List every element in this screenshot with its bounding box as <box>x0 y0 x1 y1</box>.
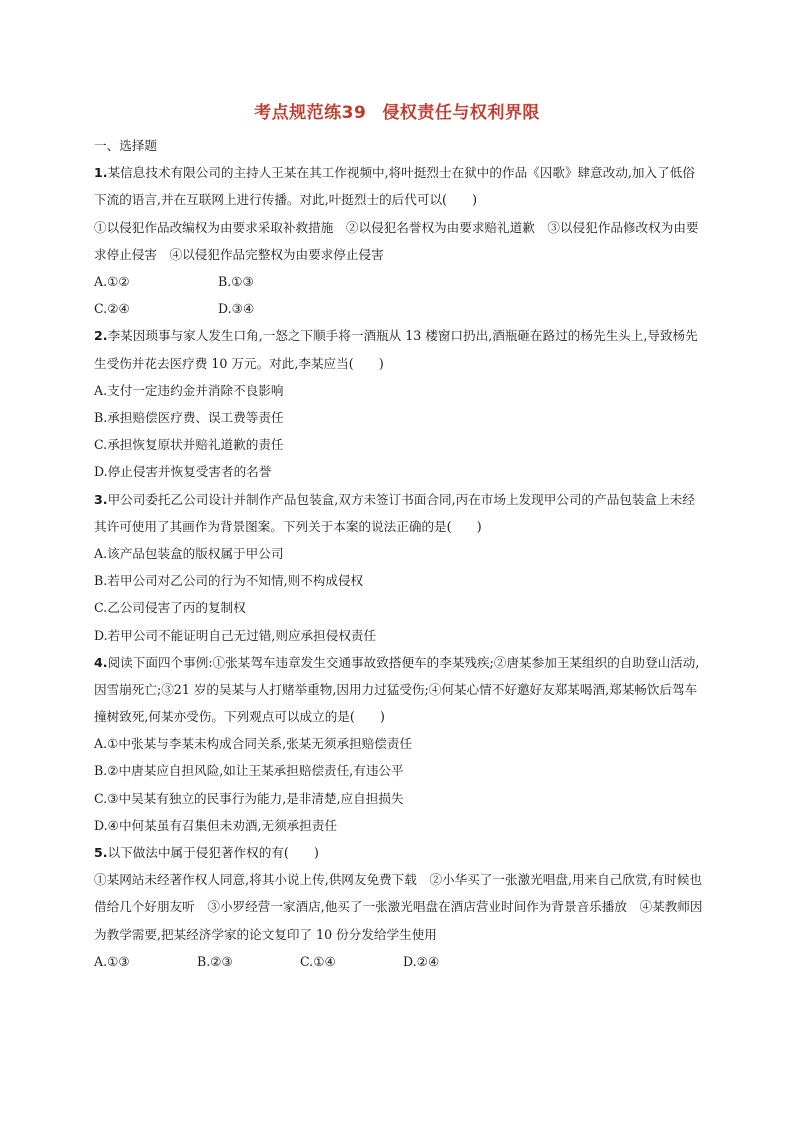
option-a: A.①中张某与李某未构成合同关系,张某无须承担赔偿责任 <box>94 736 413 752</box>
question-5 <box>94 839 704 975</box>
option-a: A.该产品包装盒的版权属于甲公司 <box>94 545 284 561</box>
question-statements: ①某网站未经著作权人同意,将其小说上传,供网友免费下载 ②小华买了一张激光唱盘,用来自己欣赏,有时候也借给几个好朋友听 ③小罗经营一家酒店,他买了一张激光唱盘在酒店营业时间作为背景音乐播放 ④某教师因为教学需要,把某经济学家的论文复印了 10 份分发给学生使用 <box>94 872 703 942</box>
option-b: B.②中唐某应自担风险,如让王某承担赔偿责任,有违公平 <box>94 763 404 779</box>
option-c: C.乙公司侵害了丙的复制权 <box>94 600 246 616</box>
option-b: B.①③ <box>218 274 254 289</box>
option-a: A.支付一定违约金并消除不良影响 <box>94 382 284 398</box>
title-main: 考点规范练39 <box>254 103 367 123</box>
title-sub: 侵权责任与权利界限 <box>382 103 540 123</box>
option-a: A.①③ <box>94 953 130 969</box>
question-number: 1. <box>94 165 108 181</box>
question-stem <box>94 839 704 866</box>
question-text: 甲公司委托乙公司设计并制作产品包装盒,双方未签订书面合同,丙在市场上发现甲公司的产品包装盒上未经其许可使用了其画作为背景图案。下列关于本案的说法正确的是( ) <box>94 491 695 534</box>
question-2 <box>94 322 704 485</box>
question-number: 4. <box>94 654 108 670</box>
option-row <box>94 268 704 295</box>
option-d: D.④中何某虽有召集但未劝酒,无须承担责任 <box>94 817 338 833</box>
option-b: B.若甲公司对乙公司的行为不知情,则不构成侵权 <box>94 573 364 589</box>
question-4 <box>94 649 704 839</box>
option-d: D.停止侵害并恢复受害者的名誉 <box>94 464 272 480</box>
option-d: D.②④ <box>403 953 440 969</box>
question-number: 3. <box>94 491 108 507</box>
question-text: 阅读下面四个事例:①张某驾车违章发生交通事故致搭便车的李某残疾;②唐某参加王某组织的自助登山活动,因雪崩死亡;③21 岁的吴某与人打赌举重物,因用力过猛受伤;④何某心情不好邀好友郑某喝酒,郑某畅饮后驾车撞树致死,何某亦受伤。下列观点可以成立的是( ) <box>94 654 700 725</box>
option-d: D.若甲公司不能证明自己无过错,则应承担侵权责任 <box>94 627 377 643</box>
option-row <box>94 295 704 322</box>
option-c: C.承担恢复原状并赔礼道歉的责任 <box>94 437 284 453</box>
option-b: B.②③ <box>197 953 233 969</box>
question-1 <box>94 159 704 322</box>
question-text: 李某因琐事与家人发生口角,一怒之下顺手将一酒瓶从 13 楼窗口扔出,酒瓶砸在路过的杨先生头上,导致杨先生受伤并花去医疗费 10 万元。对此,李某应当( ) <box>94 328 698 371</box>
question-statements: ①以侵犯作品改编权为由要求采取补救措施 ②以侵犯名誉权为由要求赔礼道歉 ③以侵犯作品修改权为由要求停止侵害 ④以侵犯作品完整权为由要求停止侵害 <box>94 219 699 262</box>
option-c: C.①④ <box>300 953 336 969</box>
section-heading: 一、选择题 <box>94 138 157 153</box>
option-b: B.承担赔偿医疗费、误工费等责任 <box>94 409 284 425</box>
question-number: 5. <box>94 845 108 861</box>
option-d: D.③④ <box>218 301 255 317</box>
page-title <box>0 98 794 123</box>
question-stem <box>94 649 704 731</box>
question-stem <box>94 159 704 213</box>
option-c: C.②④ <box>94 301 130 317</box>
exercise-content <box>94 132 704 975</box>
question-3 <box>94 486 704 649</box>
question-stem <box>94 322 704 376</box>
question-number: 2. <box>94 328 108 344</box>
question-stem <box>94 486 704 540</box>
option-c: C.③中吴某有独立的民事行为能力,是非清楚,应自担损失 <box>94 790 404 806</box>
option-a: A.①② <box>94 274 130 289</box>
question-text: 以下做法中属于侵犯著作权的有( ) <box>107 845 319 861</box>
question-text: 某信息技术有限公司的主持人王某在其工作视频中,将叶挺烈士在狱中的作品《囚歌》肆意改动,加入了低俗下流的语言,并在互联网上进行传播。对此,叶挺烈士的后代可以( ) <box>94 165 695 208</box>
option-row <box>94 948 704 975</box>
